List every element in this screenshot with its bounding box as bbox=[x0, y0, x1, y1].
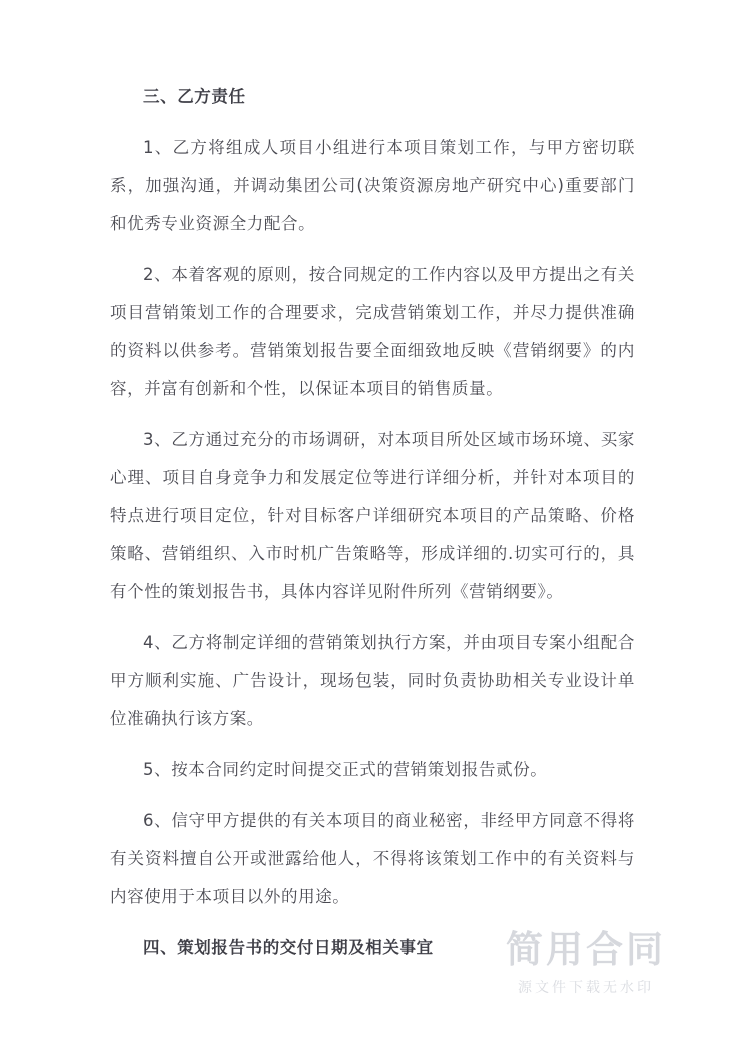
paragraph-clause-6: 6、信守甲方提供的有关本项目的商业秘密，非经甲方同意不得将有关资料擅自公开或泄露给他人，不得将该策划工作中的有关资料与内容使用于本项目以外的用途。 bbox=[110, 811, 635, 906]
paragraph-clause-5: 5、按本合同约定时间提交正式的营销策划报告贰份。 bbox=[143, 760, 548, 779]
document-text-body bbox=[110, 78, 635, 980]
watermark-brand: 简用合同 bbox=[506, 928, 666, 972]
watermark bbox=[456, 930, 716, 997]
watermark-tagline: 源文件下载无水印 bbox=[518, 980, 654, 996]
paragraph-clause-3: 3、乙方通过充分的市场调研，对本项目所处区域市场环境、买家心理、项目自身竞争力和发展定位等进行详细分析，并针对本项目的特点进行项目定位，针对目标客户详细研究本项目的产品策略、价格策略、营销组织、入市时机广告策略等，形成详细的.切实可行的，具有个性的策划报告书，具体内容详见附件所列《营销纲要》。 bbox=[110, 430, 635, 601]
paragraph-section-four-heading: 四、策划报告书的交付日期及相关事宜 bbox=[143, 938, 434, 957]
paragraph-clause-2: 2、本着客观的原则，按合同规定的工作内容以及甲方提出之有关项目营销策划工作的合理要求，完成营销策划工作，并尽力提供准确的资料以供参考。营销策划报告要全面细致地反映《营销纲要》的内容，并富有创新和个性，以保证本项目的销售质量。 bbox=[110, 265, 635, 398]
paragraph-clause-1: 1、乙方将组成人项目小组进行本项目策划工作，与甲方密切联系，加强沟通，并调动集团公司(决策资源房地产研究中心)重要部门和优秀专业资源全力配合。 bbox=[110, 138, 635, 233]
paragraph-clause-4: 4、乙方将制定详细的营销策划执行方案，并由项目专案小组配合甲方顺利实施、广告设计，现场包装，同时负责协助相关专业设计单位准确执行该方案。 bbox=[110, 633, 635, 728]
paragraph-section-three-heading: 三、乙方责任 bbox=[143, 87, 246, 106]
